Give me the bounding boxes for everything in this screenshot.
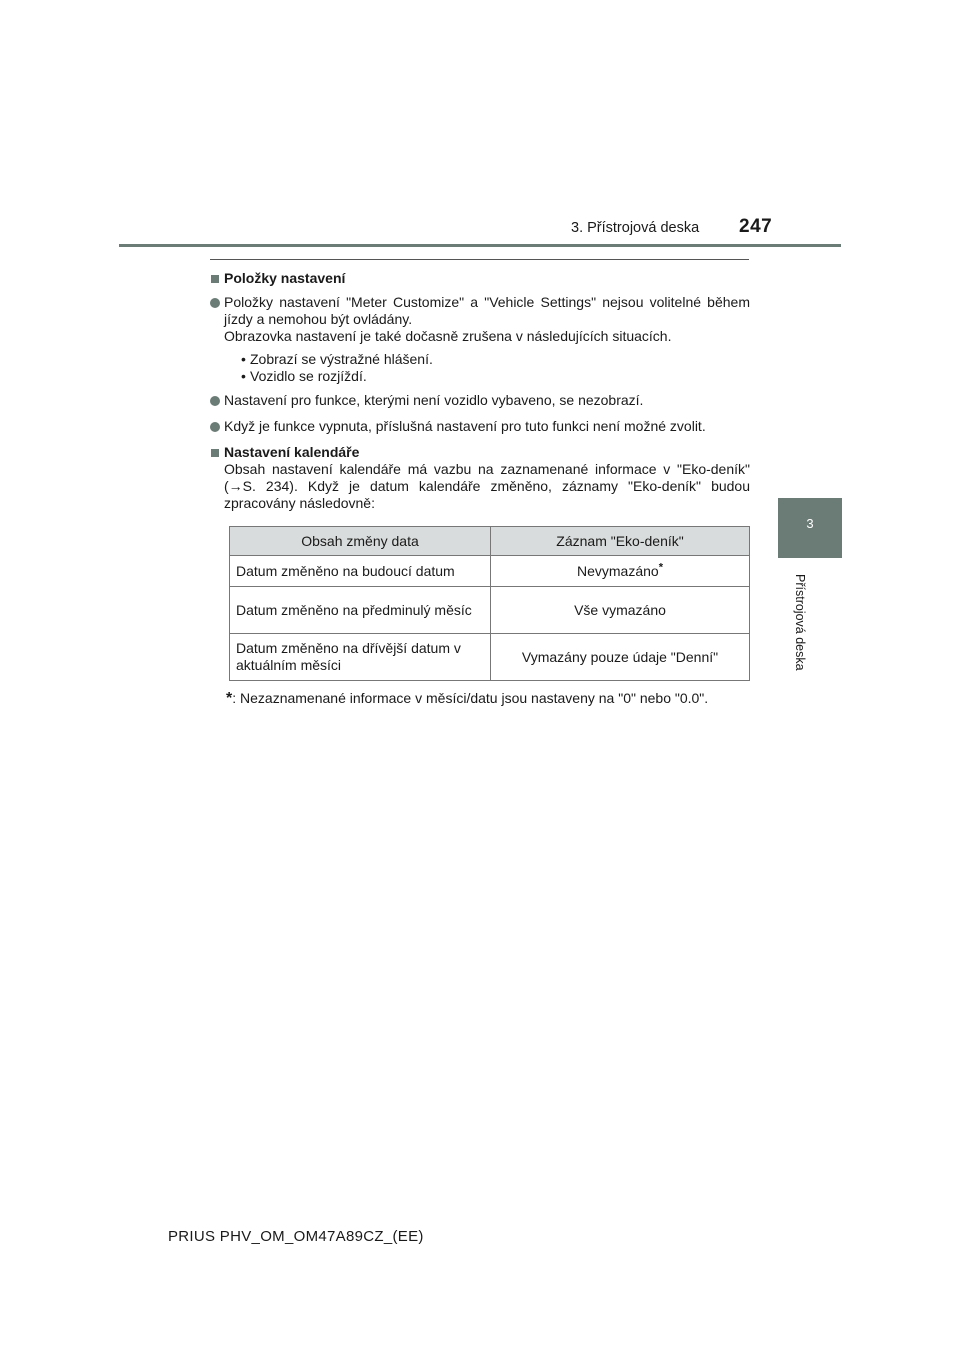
circle-bullet-icon — [210, 422, 220, 432]
settings-bullet-2 — [210, 392, 750, 409]
dot-bullet-icon: • — [241, 351, 246, 367]
chapter-number: 3 — [806, 516, 814, 531]
main-content — [210, 264, 750, 707]
content-top-rule — [210, 259, 749, 260]
table-cell — [491, 556, 750, 587]
circle-bullet-icon — [210, 396, 220, 406]
table-cell: Datum změněno na budoucí datum — [230, 556, 491, 587]
chapter-side-label-text: Přístrojová deska — [793, 574, 807, 671]
settings-bullet-2-text: Nastavení pro funkce, kterými není vozidlo vybaveno, se nezobrazí. — [224, 392, 644, 408]
section-title: 3. Přístrojová deska — [571, 220, 700, 236]
dot-bullet-icon: • — [241, 368, 246, 384]
circle-bullet-icon — [210, 298, 220, 308]
settings-bullet-1 — [210, 294, 750, 345]
square-bullet-icon — [211, 275, 219, 283]
square-bullet-icon — [211, 449, 219, 457]
settings-items-heading — [210, 270, 750, 287]
table-cell: Datum změněno na dřívější datum v aktuálním měsíci — [230, 634, 491, 681]
sub-item — [210, 351, 750, 368]
eco-diary-table — [229, 526, 750, 681]
table-row — [230, 587, 750, 634]
asterisk-mark: * — [658, 560, 663, 573]
settings-bullet-1-text-2: Obrazovka nastavení je také dočasně zrušena v následujících situacích. — [224, 328, 672, 344]
footnote-star: * — [226, 690, 233, 707]
footnote-text: : Nezaznamenané informace v měsíci/datu jsou nastaveny na "0" nebo "0.0". — [232, 690, 709, 706]
calendar-heading-text: Nastavení kalendáře — [224, 444, 360, 460]
table-header-row — [230, 527, 750, 556]
table-cell: Vymazány pouze údaje "Denní" — [491, 634, 750, 681]
table-cell: Vše vymazáno — [491, 587, 750, 634]
settings-bullet-1-text: Položky nastavení "Meter Customize" a "Vehicle Settings" nejsou volitelné během jízdy a nemohou být ovládány. — [224, 294, 750, 327]
header-rule — [119, 244, 841, 247]
table-header-cell: Záznam "Eko-deník" — [491, 527, 750, 556]
settings-bullet-3-text: Když je funkce vypnuta, příslušná nastavení pro tuto funkci není možné zvolit. — [224, 418, 706, 434]
table-header-cell: Obsah změny data — [230, 527, 491, 556]
document-code: PRIUS PHV_OM_OM47A89CZ_(EE) — [168, 1228, 424, 1245]
sub-item-text: Vozidlo se rozjíždí. — [250, 368, 367, 384]
chapter-side-label — [793, 566, 807, 686]
footnote — [210, 690, 750, 707]
sub-item — [210, 368, 750, 385]
table-row — [230, 634, 750, 681]
chapter-tab — [778, 498, 842, 558]
table-cell-text: Nevymazáno — [577, 562, 659, 579]
calendar-heading — [210, 444, 750, 461]
calendar-paragraph: Obsah nastavení kalendáře má vazbu na zaznamenané informace v "Eko-deník" (→S. 234). Když je datum kalendáře změněno, záznamy "Eko-deník" budou zpracovány následovně: — [224, 461, 750, 511]
settings-bullet-3 — [210, 418, 750, 435]
table-row — [230, 556, 750, 587]
settings-items-heading-text: Položky nastavení — [224, 270, 346, 286]
sub-item-text: Zobrazí se výstražné hlášení. — [250, 351, 433, 367]
page-number: 247 — [739, 216, 773, 237]
table-cell: Datum změněno na předminulý měsíc — [230, 587, 491, 634]
